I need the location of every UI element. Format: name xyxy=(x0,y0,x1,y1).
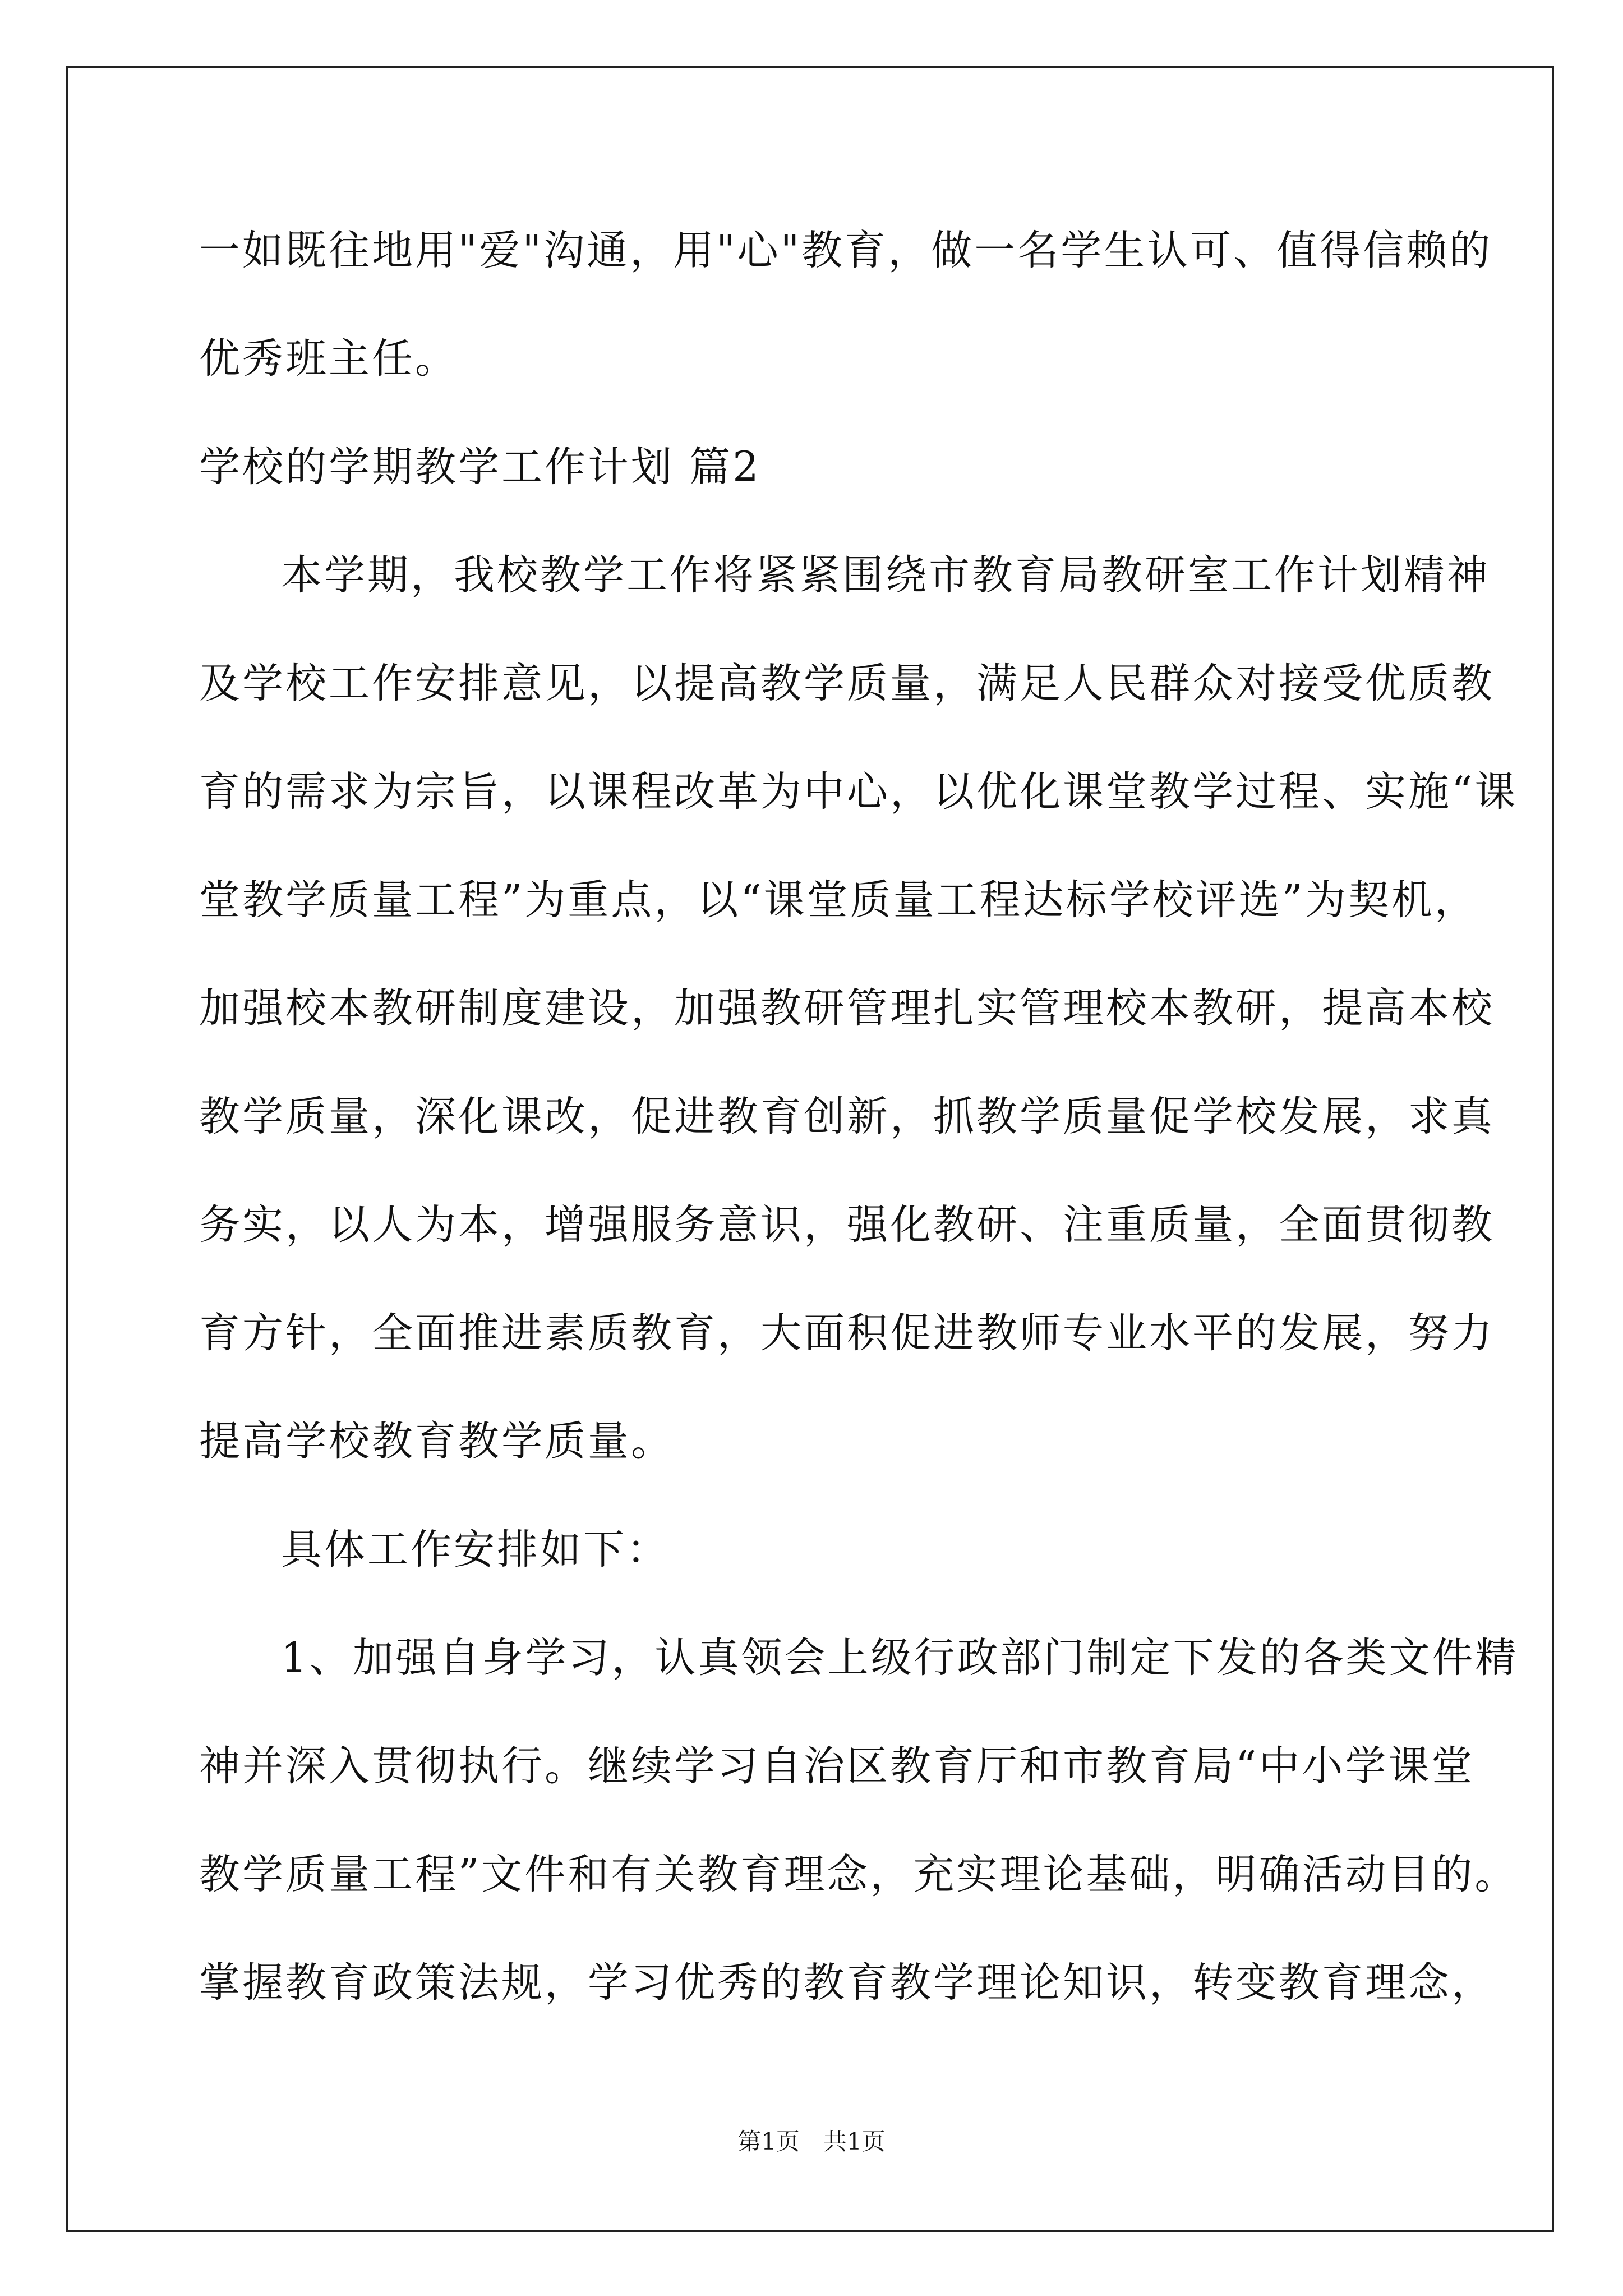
section-heading: 学校的学期教学工作计划 篇2 xyxy=(199,443,761,491)
text-line-12: 提高学校教育教学质量。 xyxy=(199,1418,674,1465)
text-line-4: 本学期，我校教学工作将紧紧围绕市教育局教研室工作计划精神 xyxy=(281,551,1490,599)
text-line-11: 育方针，全面推进素质教育，大面积促进教师专业水平的发展，努力 xyxy=(199,1309,1495,1357)
text-line-2: 优秀班主任。 xyxy=(199,335,458,383)
text-line-1: 一如既往地用"爱"沟通，用"心"教育，做一名学生认可、值得信赖的 xyxy=(199,227,1493,274)
text-line-9: 教学质量，深化课改，促进教育创新，抓教学质量促学校发展，求真 xyxy=(199,1093,1495,1140)
text-line-17: 掌握教育政策法规，学习优秀的教育教学理论知识，转变教育理念， xyxy=(199,1959,1495,2007)
text-line-13: 具体工作安排如下： xyxy=(281,1526,670,1573)
text-line-7: 堂教学质量工程”为重点，以“课堂质量工程达标学校评选”为契机， xyxy=(199,876,1478,924)
text-line-14: 1、加强自身学习，认真领会上级行政部门制定下发的各类文件精 xyxy=(281,1634,1519,1682)
text-line-8: 加强校本教研制度建设，加强教研管理扎实管理校本教研，提高本校 xyxy=(199,984,1495,1032)
text-line-16: 教学质量工程”文件和有关教育理念，充实理论基础，明确活动目的。 xyxy=(199,1851,1518,1898)
text-line-15: 神并深入贯彻执行。继续学习自治区教育厅和市教育局“中小学课堂 xyxy=(199,1742,1475,1790)
text-line-10: 务实，以人为本，增强服务意识，强化教研、注重质量，全面贯彻教 xyxy=(199,1201,1495,1249)
document-body xyxy=(199,196,1519,2037)
text-line-6: 育的需求为宗旨，以课程改革为中心，以优化课堂教学过程、实施“课 xyxy=(199,768,1518,816)
page-number-footer: 第1页 共1页 xyxy=(737,2128,886,2155)
text-line-5: 及学校工作安排意见，以提高教学质量，满足人民群众对接受优质教 xyxy=(199,660,1495,707)
